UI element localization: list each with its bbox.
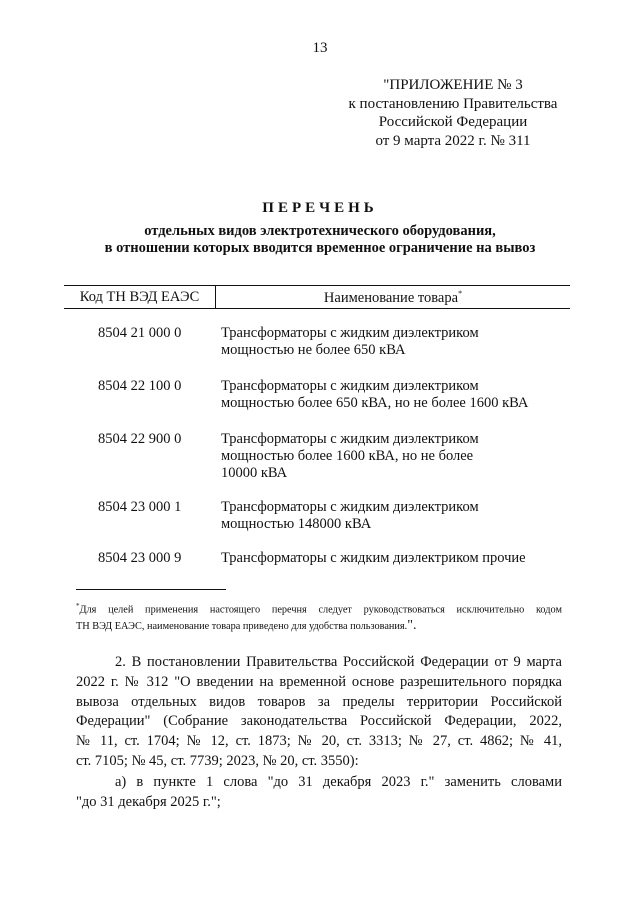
row-code: 8504 22 900 0 — [98, 431, 182, 447]
quote-close: ". — [407, 618, 417, 634]
row-name — [221, 378, 566, 412]
row-name-line: Трансформаторы с жидким диэлектриком — [221, 378, 479, 394]
paragraph-line: ст. 7105; № 45, ст. 7739; 2023, № 20, ст. 3550): — [76, 752, 359, 769]
footnote-line — [76, 598, 562, 618]
footnote-line — [76, 618, 562, 635]
footnote-marker: * — [458, 289, 463, 298]
row-name-line: мощностью более 650 кВА, но не более 1600 кВА — [221, 395, 529, 411]
annex-header — [310, 76, 596, 150]
subtitle-line: отдельных видов электротехнического оборудования, — [144, 223, 496, 239]
row-name — [221, 499, 566, 533]
row-name-line: мощностью не более 650 кВА — [221, 342, 406, 358]
row-name — [221, 325, 566, 359]
footnote-text: Для целей применения настоящего перечня следует руководствоваться исключительно кодом — [79, 604, 562, 616]
footnote-text: ТН ВЭД ЕАЭС, наименование товара приведено для удобства пользования. — [76, 621, 408, 633]
paragraph-line: 2022 г. № 312 "О введении на временной основе разрешительного порядка — [76, 673, 562, 690]
row-name — [221, 431, 566, 482]
row-name-line: 10000 кВА — [221, 465, 288, 481]
subtitle-line: в отношении которых вводится временное ограничение на вывоз — [104, 240, 536, 256]
document-title: ПЕРЕЧЕНЬ — [262, 200, 378, 216]
annex-line: к постановлению Правительства — [348, 95, 558, 112]
row-code: 8504 22 100 0 — [98, 378, 182, 394]
annex-line: от 9 марта 2022 г. № 311 — [375, 132, 531, 149]
table-header — [64, 285, 570, 309]
paragraph-line: "до 31 декабря 2025 г."; — [76, 793, 221, 810]
annex-line: "ПРИЛОЖЕНИЕ № 3 — [383, 77, 523, 93]
footnote-mark: * — [76, 602, 80, 610]
paragraph-2 — [76, 653, 562, 772]
footnote — [76, 598, 562, 635]
row-name-line: Трансформаторы с жидким диэлектриком — [221, 499, 479, 515]
row-name-line: мощностью более 1600 кВА, но не более — [221, 448, 474, 464]
annex-line: Российской Федерации — [378, 114, 528, 130]
row-name — [221, 550, 566, 567]
column-header-code: Код ТН ВЭД ЕАЭС — [79, 289, 200, 305]
page-number: 13 — [312, 40, 328, 56]
paragraph-line: 2. В постановлении Правительства Российской Федерации от 9 марта — [115, 654, 562, 670]
row-code: 8504 23 000 9 — [98, 550, 182, 566]
row-name-line: Трансформаторы с жидким диэлектриком прочие — [221, 550, 526, 566]
row-code: 8504 21 000 0 — [98, 325, 182, 341]
row-name-line: мощностью 148000 кВА — [221, 516, 372, 532]
paragraph-line: а) в пункте 1 слова "до 31 декабря 2023 г." заменить словами — [115, 774, 562, 790]
column-header-name-label: Наименование товара — [323, 289, 459, 306]
row-code: 8504 23 000 1 — [98, 499, 182, 515]
row-name-line: Трансформаторы с жидким диэлектриком — [221, 431, 479, 447]
footnote-separator — [76, 589, 226, 590]
paragraph-line: вывоза отдельных видов товаров за пределы территории Российской — [76, 693, 562, 710]
paragraph-line: Федерации" (Собрание законодательства Российской Федерации, 2022, — [76, 713, 562, 730]
column-header-name — [216, 289, 570, 307]
paragraph-line: № 11, ст. 1704; № 12, ст. 1873; № 20, ст. 3313; № 27, ст. 4862; № 41, — [76, 733, 562, 750]
document-subtitle — [0, 223, 640, 257]
paragraph-a — [76, 773, 562, 813]
row-name-line: Трансформаторы с жидким диэлектриком — [221, 325, 479, 341]
